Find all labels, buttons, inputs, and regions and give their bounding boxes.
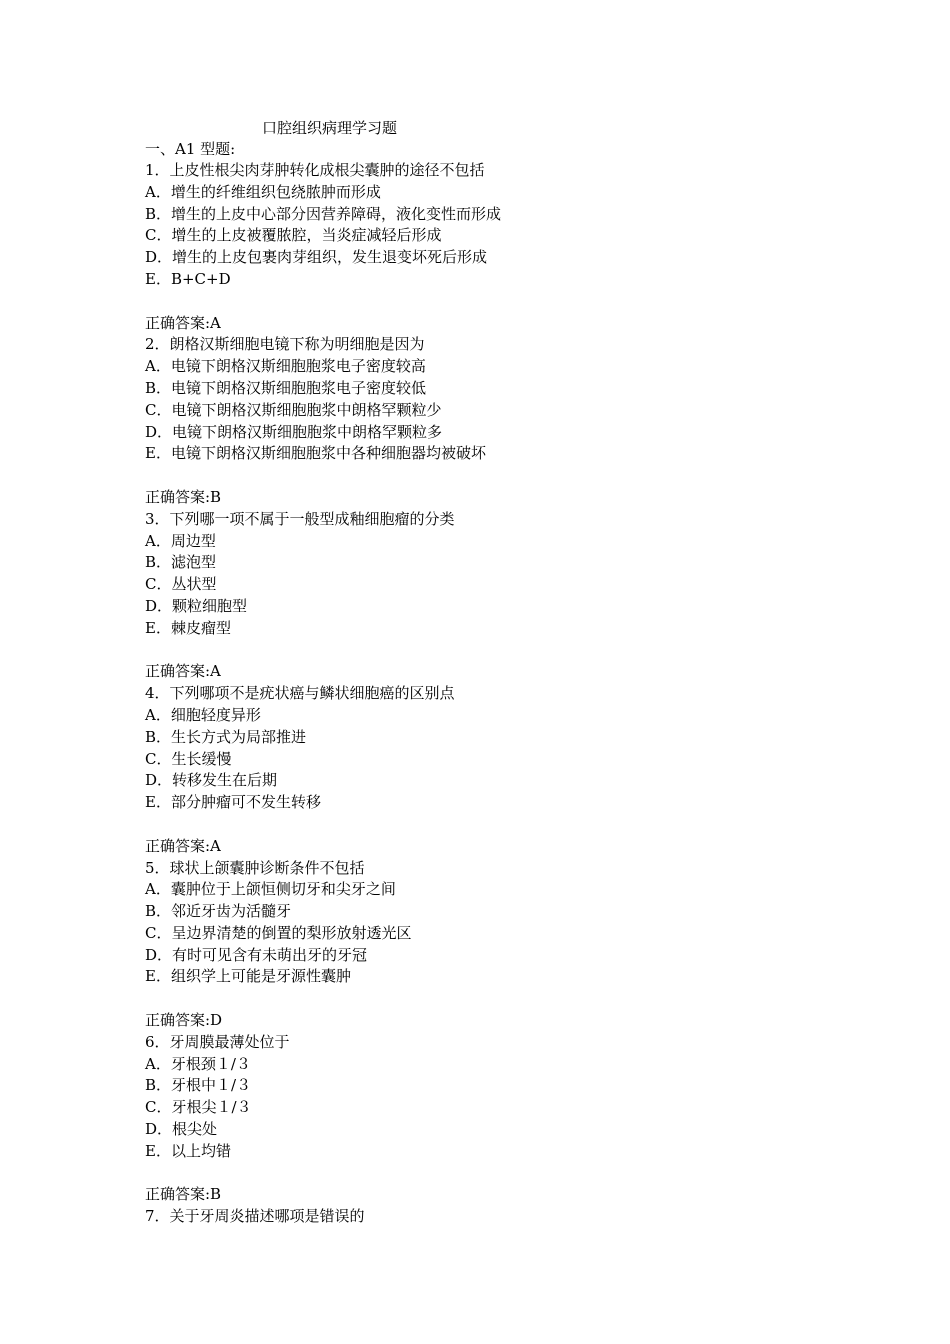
- option-c: C．丛状型: [145, 575, 217, 594]
- question-block: [145, 160, 845, 334]
- option-d: D．增生的上皮包裹肉芽组织，发生退变坏死后形成: [145, 248, 488, 267]
- correct-answer: 正确答案:A: [145, 836, 221, 855]
- question-block: [145, 858, 845, 1032]
- spacer: [145, 1163, 845, 1185]
- question-list: [145, 160, 845, 1228]
- spacer: [145, 814, 845, 836]
- option-a: A．细胞轻度异形: [145, 705, 261, 724]
- option-b: B．邻近牙齿为活髓牙: [145, 902, 292, 921]
- option-a: A．增生的纤维组织包绕脓肿而形成: [145, 182, 381, 201]
- question-stem: 5．球状上颌囊肿诊断条件不包括: [145, 858, 365, 877]
- correct-answer: 正确答案:B: [145, 487, 222, 506]
- option-e: E．棘皮瘤型: [145, 618, 231, 637]
- option-e: E．部分肿瘤可不发生转移: [145, 793, 321, 812]
- option-d: D．颗粒细胞型: [145, 596, 248, 615]
- question-block: [145, 683, 845, 857]
- option-d: D．电镜下朗格汉斯细胞胞浆中朗格罕颗粒多: [145, 422, 443, 441]
- question-block: [145, 1032, 845, 1206]
- option-e: E．组织学上可能是牙源性囊肿: [145, 967, 351, 986]
- correct-answer: 正确答案:D: [145, 1011, 223, 1030]
- option-d: D．转移发生在后期: [145, 771, 278, 790]
- spacer: [145, 640, 845, 662]
- spacer: [145, 988, 845, 1010]
- question-stem: 2．朗格汉斯细胞电镜下称为明细胞是因为: [145, 335, 425, 354]
- spacer: [145, 465, 845, 487]
- option-d: D．根尖处: [145, 1120, 218, 1139]
- option-a: A．牙根颈１/３: [145, 1054, 251, 1073]
- question-stem: 1．上皮性根尖肉芽肿转化成根尖囊肿的途径不包括: [145, 161, 485, 179]
- option-c: C．电镜下朗格汉斯细胞胞浆中朗格罕颗粒少: [145, 400, 442, 419]
- question-block: [145, 1206, 845, 1228]
- question-stem: 6．牙周膜最薄处位于: [145, 1032, 290, 1051]
- option-e: E．电镜下朗格汉斯细胞胞浆中各种细胞器均被破坏: [145, 444, 486, 463]
- document-title: 口腔组织病理学习题: [262, 119, 398, 137]
- option-c: C．呈边界清楚的倒置的梨形放射透光区: [145, 923, 412, 942]
- option-c: C．牙根尖１/３: [145, 1098, 252, 1117]
- option-b: B．滤泡型: [145, 553, 217, 572]
- option-e: E．以上均错: [145, 1141, 231, 1160]
- option-a: A．电镜下朗格汉斯细胞胞浆电子密度较高: [145, 357, 426, 376]
- option-c: C．增生的上皮被覆脓腔，当炎症减轻后形成: [145, 226, 442, 245]
- option-b: B．电镜下朗格汉斯细胞胞浆电子密度较低: [145, 378, 427, 397]
- option-c: C．生长缓慢: [145, 749, 232, 768]
- spacer: [145, 291, 845, 313]
- option-b: B．生长方式为局部推进: [145, 727, 307, 746]
- correct-answer: 正确答案:B: [145, 1185, 222, 1204]
- correct-answer: 正确答案:A: [145, 662, 221, 681]
- option-e: E．B+C+D: [145, 269, 231, 288]
- question-stem: 4．下列哪项不是疣状癌与鳞状细胞癌的区别点: [145, 684, 455, 703]
- option-b: B．牙根中１/３: [145, 1076, 252, 1095]
- option-b: B．增生的上皮中心部分因营养障碍，液化变性而形成: [145, 204, 502, 223]
- question-block: [145, 334, 845, 508]
- question-stem: 7．关于牙周炎描述哪项是错误的: [145, 1207, 365, 1226]
- option-a: A．囊肿位于上颌恒侧切牙和尖牙之间: [145, 880, 396, 899]
- option-a: A．周边型: [145, 531, 216, 550]
- section-heading: 一、A1 型题:: [145, 140, 236, 158]
- question-stem: 3．下列哪一项不属于一般型成釉细胞瘤的分类: [145, 509, 455, 528]
- correct-answer: 正确答案:A: [145, 313, 221, 332]
- option-d: D．有时可见含有未萌出牙的牙冠: [145, 945, 368, 964]
- question-block: [145, 509, 845, 683]
